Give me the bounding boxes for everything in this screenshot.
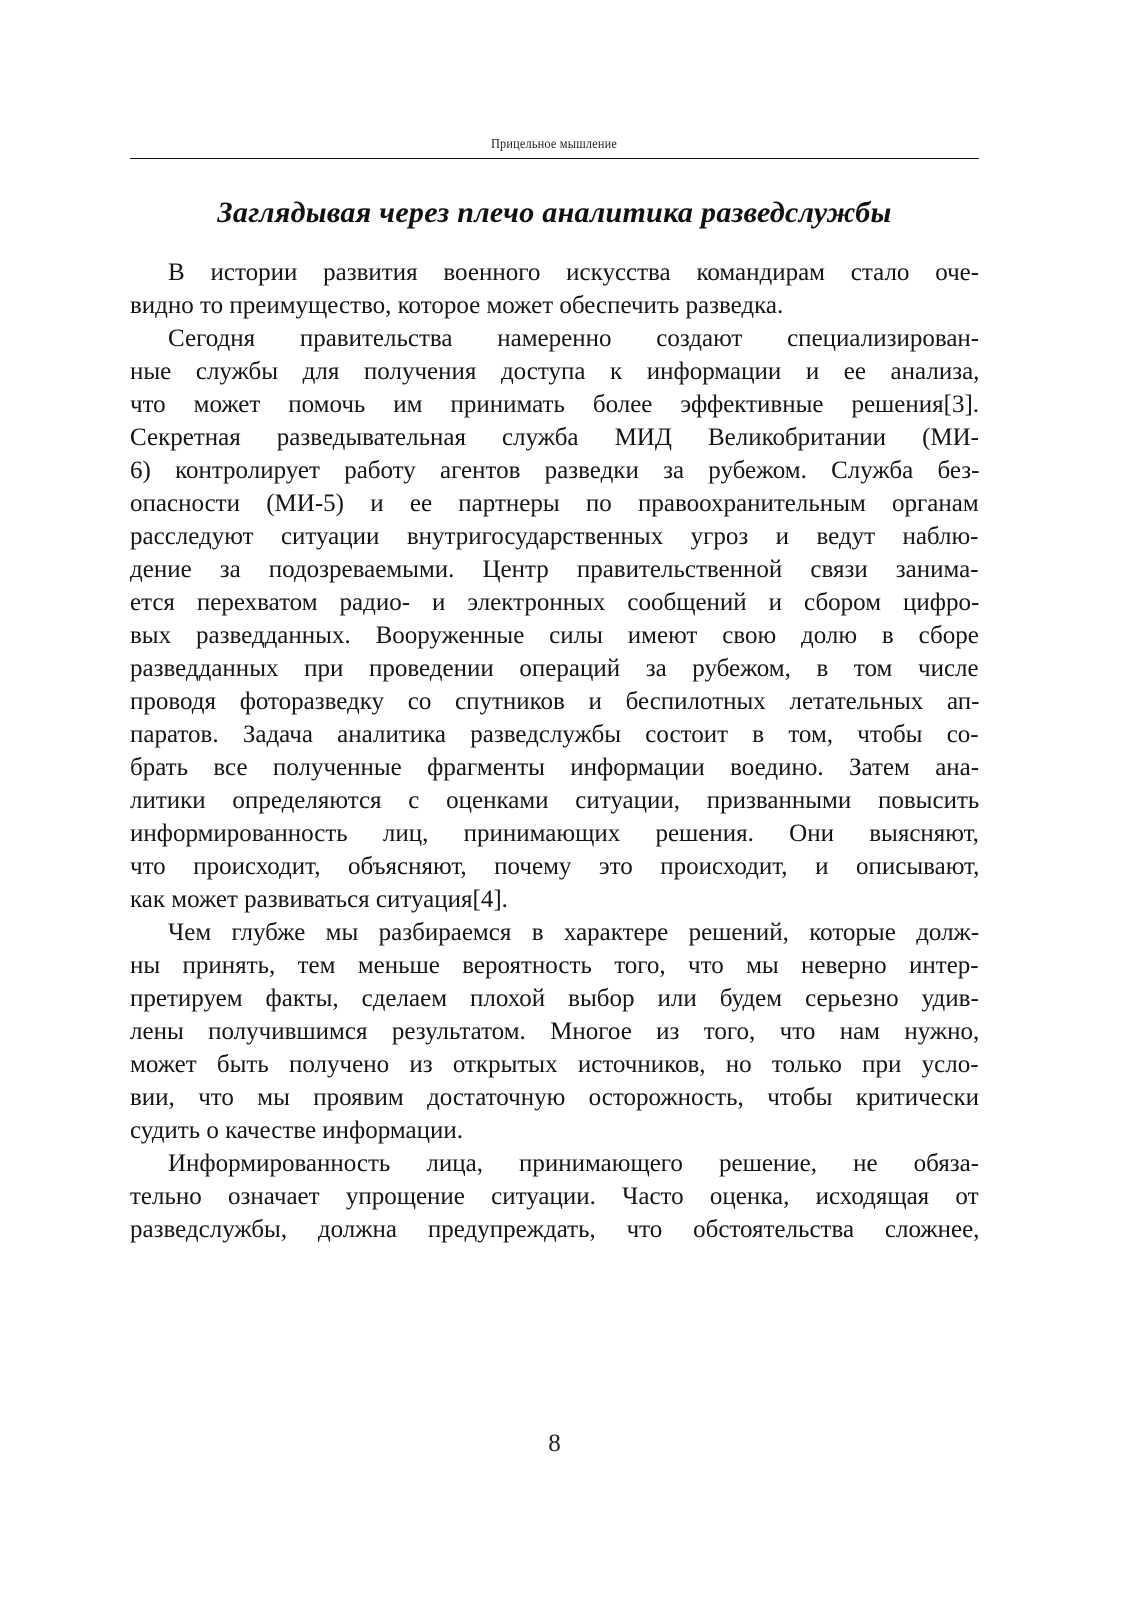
text-line: разведданных при проведении операций за рубежом, в том числе (130, 655, 979, 682)
text-line: Секретная разведывательная служба МИД Великобритании (МИ- (130, 424, 979, 451)
text-line: ны принять, тем меньше вероятность того, что мы неверно интер- (130, 952, 979, 979)
text-line: опасности (МИ-5) и ее партнеры по правоохранительным органам (130, 490, 979, 517)
text-line: вии, что мы проявим достаточную осторожность, чтобы критически (130, 1084, 979, 1111)
text-line: Чем глубже мы разбираемся в характере решений, которые долж- (168, 919, 979, 946)
text-line: как может развиваться ситуация[4]. (130, 886, 508, 913)
text-line: ется перехватом радио- и электронных сообщений и сбором цифро- (130, 589, 979, 616)
text-line: тельно означает упрощение ситуации. Часто оценка, исходящая от (130, 1183, 979, 1210)
text-line: Сегодня правительства намеренно создают специализирован- (168, 325, 979, 352)
text-line: претируем факты, сделаем плохой выбор или будем серьезно удив- (130, 985, 979, 1012)
body-text (130, 256, 979, 1246)
paragraph (130, 916, 979, 1147)
text-line: паратов. Задача аналитика разведслужбы состоит в том, чтобы со- (130, 721, 979, 748)
chapter-title: Заглядывая через плечо аналитика разведслужбы (217, 196, 892, 229)
text-line: видно то преимущество, которое может обеспечить разведка. (130, 292, 784, 319)
paragraph (130, 256, 979, 322)
text-line: разведслужбы, должна предупреждать, что обстоятельства сложнее, (130, 1216, 979, 1243)
text-line: проводя фоторазведку со спутников и беспилотных летательных ап- (130, 688, 979, 715)
text-line: В истории развития военного искусства командирам стало оче- (168, 259, 979, 286)
text-line: судить о качестве информации. (130, 1117, 464, 1144)
text-line: Информированность лица, принимающего решение, не обяза- (168, 1150, 979, 1177)
text-line: что происходит, объясняют, почему это происходит, и описывают, (130, 853, 979, 880)
text-line: лены получившимся результатом. Многое из того, что нам нужно, (130, 1018, 979, 1045)
text-line: 6) контролирует работу агентов разведки за рубежом. Служба без- (130, 457, 979, 484)
running-header: Прицельное мышление (490, 137, 618, 152)
text-line: литики определяются с оценками ситуации, призванными повысить (130, 787, 979, 814)
header-rule (130, 158, 979, 159)
text-line: ные службы для получения доступа к информации и ее анализа, (130, 358, 979, 385)
text-line: расследуют ситуации внутригосударственных угроз и ведут наблю- (130, 523, 979, 550)
text-line: вых разведданных. Вооруженные силы имеют свою долю в сборе (130, 622, 979, 649)
text-line: брать все полученные фрагменты информации воедино. Затем ана- (130, 754, 979, 781)
text-line: что может помочь им принимать более эффективные решения[3]. (130, 391, 979, 418)
text-line: дение за подозреваемыми. Центр правительственной связи занима- (130, 556, 979, 583)
text-line: информированность лиц, принимающих решения. Они выясняют, (130, 820, 979, 847)
page-number: 8 (548, 1430, 561, 1457)
paragraph (130, 322, 979, 916)
text-line: может быть получено из открытых источников, но только при усло- (130, 1051, 979, 1078)
paragraph (130, 1147, 979, 1246)
